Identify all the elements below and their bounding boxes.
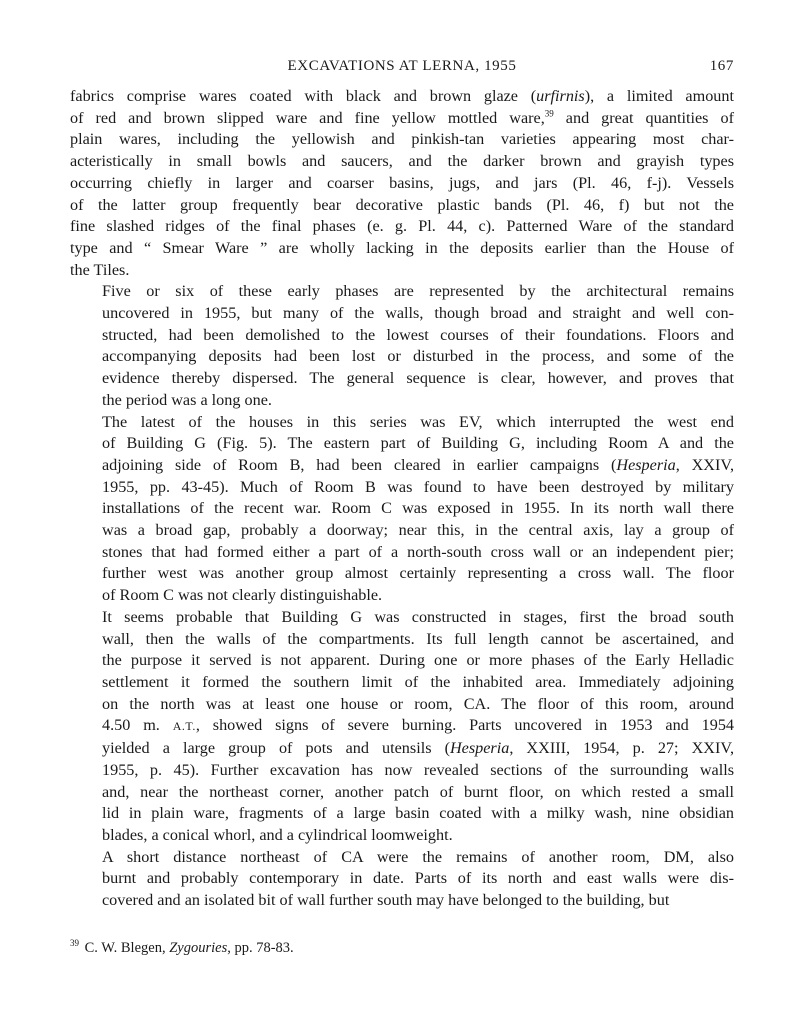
text-run: plain wares, including the yellowish and pinkish-tan varieties appearing most char- xyxy=(70,130,734,149)
text-line xyxy=(70,498,734,520)
text-run: A short distance northeast of CA were the remains of another room, DM, also xyxy=(102,847,734,866)
text-run: fine slashed ridges of the final phases (e. g. Pl. 44, c). Patterned Ware of the standard xyxy=(70,217,734,236)
text-run: , XXIV, xyxy=(675,455,735,474)
text-run: accompanying deposits had been lost or disturbed in the process, and some of the xyxy=(102,347,734,366)
text-run: The latest of the houses in this series was EV, which interrupted the west end xyxy=(102,412,734,431)
body-text xyxy=(70,86,734,912)
text-line xyxy=(70,650,734,672)
italic-run: urfirnis xyxy=(536,87,585,105)
italic-run: Hesperia xyxy=(449,739,510,758)
text-line xyxy=(70,390,734,412)
text-line xyxy=(70,151,734,173)
text-line xyxy=(70,238,734,260)
text-run: fabrics comprise wares coated with black and brown glaze ( xyxy=(70,87,537,105)
text-run: evidence thereby dispersed. The general sequence is clear, however, and proves that xyxy=(102,369,734,388)
text-run: ), a limited amount xyxy=(584,87,734,105)
text-line xyxy=(70,346,734,368)
text-line xyxy=(70,760,734,782)
text-run: installations of the recent war. Room C was exposed in 1955. In its north wall there xyxy=(102,499,734,518)
footnote-author: C. W. Blegen, xyxy=(84,939,170,956)
text-run: , showed signs of severe burning. Parts uncovered in 1953 and 1954 xyxy=(195,716,735,735)
running-title: EXCAVATIONS AT LERNA, 1955 xyxy=(287,58,517,74)
text-line xyxy=(70,585,734,607)
text-run: acteristically in small bowls and saucers, and the darker brown and grayish types xyxy=(70,152,734,171)
text-line xyxy=(70,847,734,869)
text-line xyxy=(70,129,734,151)
footnote-pages: , pp. 78-83. xyxy=(227,939,294,956)
footnote-number: 39 xyxy=(70,938,79,948)
footnote-title: Zygouries xyxy=(169,939,228,956)
text-line xyxy=(70,108,734,130)
text-run: of Room C was not clearly distinguishable. xyxy=(102,586,383,605)
text-run: uncovered in 1955, but many of the walls, though broad and straight and well con- xyxy=(102,304,734,323)
text-line xyxy=(70,563,734,585)
paragraph xyxy=(70,412,734,607)
text-run: covered and an isolated bit of wall further south may have belonged to the building, but xyxy=(102,891,670,910)
text-line xyxy=(70,216,734,238)
text-line xyxy=(70,520,734,542)
footnote xyxy=(70,938,294,957)
text-run: the purpose it served is not apparent. During one or more phases of the Early Helladic xyxy=(102,651,734,670)
page-number: 167 xyxy=(709,58,734,74)
text-line xyxy=(70,173,734,195)
text-line xyxy=(70,325,734,347)
text-run: of the latter group frequently bear decorative plastic bands (Pl. 46, f) but not the xyxy=(70,195,734,214)
text-line xyxy=(70,803,734,825)
text-run: of red and brown slipped ware and fine yellow mottled ware, xyxy=(70,108,545,127)
text-line xyxy=(70,477,734,499)
running-header xyxy=(70,50,734,86)
text-run: Five or six of these early phases are represented by the architectural remains xyxy=(102,282,734,301)
text-line xyxy=(70,281,734,303)
text-run: further west was another group almost certainly representing a cross wall. The floor xyxy=(102,564,734,583)
text-run: on the north was at least one house or room, CA. The floor of this room, around xyxy=(102,694,734,713)
text-run: and, near the northeast corner, another patch of burnt floor, on which rested a small xyxy=(102,782,734,801)
text-run: 1955, pp. 43-45). Much of Room B was found to have been destroyed by military xyxy=(102,477,734,496)
text-line xyxy=(70,542,734,564)
footnote-ref: 39 xyxy=(544,108,554,119)
text-run: 1955, p. 45). Further excavation has now revealed sections of the surrounding walls xyxy=(102,760,734,779)
text-line xyxy=(70,782,734,804)
text-run: the Tiles. xyxy=(70,260,130,279)
text-line xyxy=(70,86,734,108)
small-caps-run: A.T. xyxy=(172,719,196,734)
italic-run: Hesperia xyxy=(616,455,676,474)
text-run: yielded a large group of pots and utensils ( xyxy=(102,739,450,758)
text-line xyxy=(70,825,734,847)
paragraph xyxy=(70,281,734,411)
text-line xyxy=(70,694,734,716)
text-run: wall, then the walls of the compartments. Its full length cannot be ascertained, and xyxy=(102,629,734,648)
text-line xyxy=(70,607,734,629)
text-run: adjoining side of Room B, had been cleared in earlier campaigns ( xyxy=(102,455,617,474)
text-run: It seems probable that Building G was constructed in stages, first the broad south xyxy=(102,607,734,626)
text-line xyxy=(70,890,734,912)
text-run: , XXIII, 1954, p. 27; XXIV, xyxy=(509,739,735,758)
text-run: occurring chiefly in larger and coarser basins, jugs, and jars (Pl. 46, f-j). Vessels xyxy=(70,173,734,192)
text-run: was a broad gap, probably a doorway; near this, in the central axis, lay a group of xyxy=(102,521,734,540)
text-run: structed, had been demolished to the lowest courses of their foundations. Floors and xyxy=(102,325,734,344)
text-line xyxy=(70,715,734,738)
text-line xyxy=(70,412,734,434)
text-run: lid in plain ware, fragments of a large basin coated with a milky wash, nine obsidian xyxy=(102,804,734,823)
text-line xyxy=(70,195,734,217)
text-line xyxy=(70,260,734,282)
paragraph xyxy=(70,86,734,281)
page xyxy=(70,50,734,912)
text-line xyxy=(70,738,734,760)
text-line xyxy=(70,672,734,694)
text-line xyxy=(70,303,734,325)
paragraph xyxy=(70,847,734,912)
text-run: burnt and probably contemporary in date. Parts of its north and east walls were dis- xyxy=(102,869,734,888)
text-line xyxy=(70,868,734,890)
text-line xyxy=(70,455,734,477)
text-run: and great quantities of xyxy=(553,108,734,127)
text-run: blades, a conical whorl, and a cylindrical loomweight. xyxy=(102,825,453,844)
text-line xyxy=(70,629,734,651)
text-run: 4.50 m. xyxy=(102,716,173,735)
text-run: stones that had formed either a part of a north-south cross wall or an independent pier; xyxy=(102,542,734,561)
text-line xyxy=(70,368,734,390)
text-run: the period was a long one. xyxy=(102,390,272,409)
text-line xyxy=(70,433,734,455)
paragraph xyxy=(70,607,734,847)
text-run: type and “ Smear Ware ” are wholly lacking in the deposits earlier than the House of xyxy=(70,238,734,257)
text-run: of Building G (Fig. 5). The eastern part of Building G, including Room A and the xyxy=(102,434,734,453)
text-run: settlement it formed the southern limit of the inhabited area. Immediately adjoining xyxy=(102,672,734,691)
